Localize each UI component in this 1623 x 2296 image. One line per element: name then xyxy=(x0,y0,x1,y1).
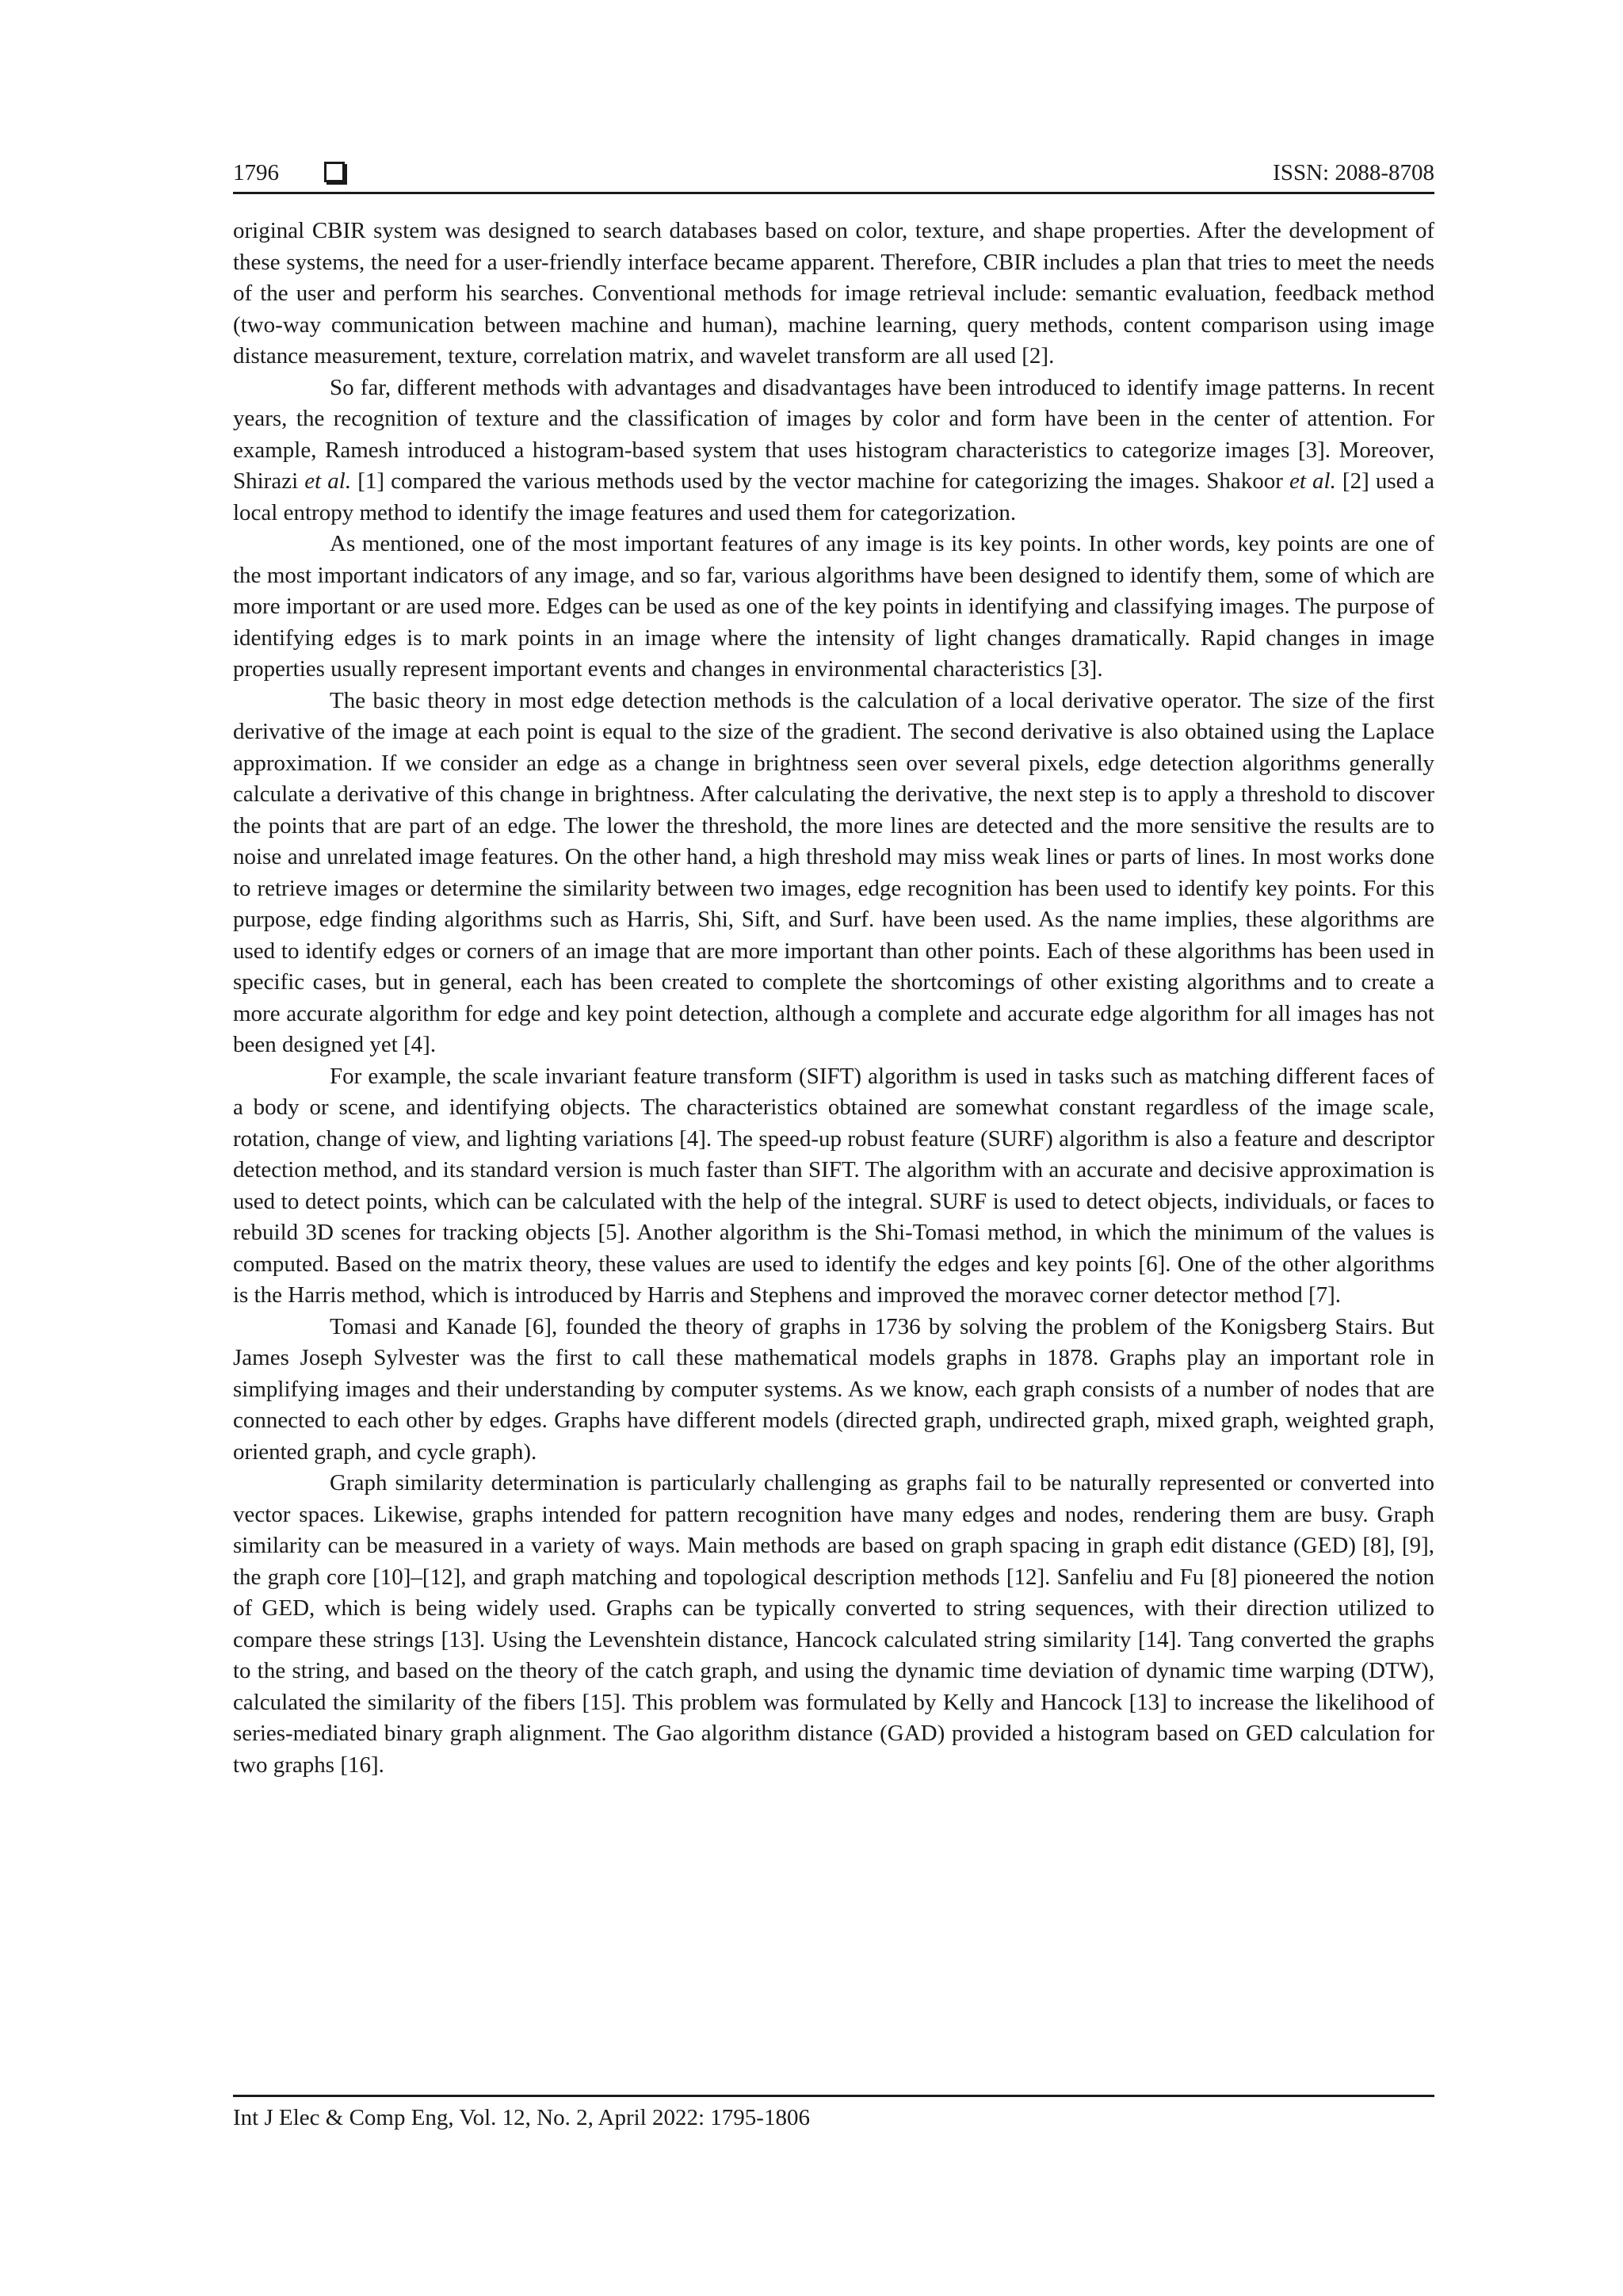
paragraph-7: Graph similarity determination is particularly challenging as graphs fail to be naturally represented or converted into vector spaces. Likewise, graphs intended for pattern recognition have many edges and nodes, rendering them are busy. Graph similarity can be measured in a variety of ways. Main methods are based on graph spacing in graph edit distance (GED) [8], [9], the graph core [10]–[12], and graph matching and topological description methods [12]. Sanfeliu and Fu [8] pioneered the notion of GED, which is being widely used. Graphs can be typically converted to string sequences, with their direction utilized to compare these strings [13]. Using the Levenshtein distance, Hancock calculated string similarity [14]. Tang converted the graphs to the string, and based on the theory of the catch graph, and using the dynamic time deviation of dynamic time warping (DTW), calculated the similarity of the fibers [15]. This problem was formulated by Kelly and Hancock [13] to increase the likelihood of series-mediated binary graph alignment. The Gao algorithm distance (GAD) provided a histogram based on GED calculation for two graphs [16]. xyxy=(233,1470,1434,1778)
footer-divider xyxy=(233,2095,1434,2097)
paragraph-1: original CBIR system was designed to search databases based on color, texture, and shape properties. After the development of these systems, the need for a user-friendly interface became apparent. Therefore, CBIR includes a plan that tries to meet the needs of the user and perform his searches. Conventional methods for image retrieval include: semantic evaluation, feedback method (two-way communication between machine and human), machine learning, query methods, content comparison using image distance measurement, texture, correlation matrix, and wavelet transform are all used [2]. xyxy=(233,218,1434,369)
article-body xyxy=(233,216,1434,1781)
paragraph-5: For example, the scale invariant feature transform (SIFT) algorithm is used in tasks such as matching different faces of a body or scene, and identifying objects. The characteristics obtained are somewhat constant regardless of the image scale, rotation, change of view, and lighting variations [4]. The speed-up robust feature (SURF) algorithm is also a feature and descriptor detection method, and its standard version is much faster than SIFT. The algorithm with an accurate and decisive approximation is used to detect points, which can be calculated with the help of the integral. SURF is used to detect objects, individuals, or faces to rebuild 3D scenes for tracking objects [5]. Another algorithm is the Shi-Tomasi method, in which the minimum of the values is computed. Based on the matrix theory, these values are used to identify the edges and key points [6]. One of the other algorithms is the Harris method, which is introduced by Harris and Stephens and improved the moravec corner detector method [7]. xyxy=(233,1063,1434,1308)
paragraph-4: The basic theory in most edge detection methods is the calculation of a local derivative operator. The size of the first derivative of the image at each point is equal to the size of the gradient. The second derivative is also obtained using the Laplace approximation. If we consider an edge as a change in brightness seen over several pixels, edge detection algorithms generally calculate a derivative of this change in brightness. After calculating the derivative, the next step is to apply a threshold to discover the points that are part of an edge. The lower the threshold, the more lines are detected and the more sensitive the results are to noise and unrelated image features. On the other hand, a high threshold may miss weak lines or parts of lines. In most works done to retrieve images or determine the similarity between two images, edge recognition has been used to identify key points. For this purpose, edge finding algorithms such as Harris, Shi, Sift, and Surf. have been used. As the name implies, these algorithms are used to identify edges or corners of an image that are more important than other points. Each of these algorithms has been used in specific cases, but in general, each has been created to complete the shortcomings of other existing algorithms and to create a more accurate algorithm for edge and key point detection, although a complete and accurate edge algorithm for all images has not been designed yet [4]. xyxy=(233,687,1434,1057)
journal-issn: ISSN: 2088-8708 xyxy=(1273,160,1434,185)
page-header xyxy=(233,154,1434,193)
header-divider xyxy=(233,192,1434,194)
page-number: 1796 xyxy=(233,160,279,185)
journal-citation: Int J Elec & Comp Eng, Vol. 12, No. 2, April 2022: 1795-1806 xyxy=(233,2105,810,2130)
square-bullet-icon xyxy=(324,162,345,182)
paragraph-2: So far, different methods with advantages and disadvantages have been introduced to identify image patterns. In recent years, the recognition of texture and the classification of images by color and form have been in the center of attention. For example, Ramesh introduced a histogram-based system that uses histogram characteristics to categorize images [3]. Moreover, Shirazi et al. [1] compared the various methods used by the vector machine for categorizing the images. Shakoor et al. [2] used a local entropy method to identify the image features and used them for categorization. xyxy=(233,374,1434,525)
paragraph-3: As mentioned, one of the most important features of any image is its key points. In other words, key points are one of the most important indicators of any image, and so far, various algorithms have been designed to identify them, some of which are more important or are used more. Edges can be used as one of the key points in identifying and classifying images. The purpose of identifying edges is to mark points in an image where the intensity of light changes dramatically. Rapid changes in image properties usually represent important events and changes in environmental characteristics [3]. xyxy=(233,531,1434,682)
paragraph-6: Tomasi and Kanade [6], founded the theory of graphs in 1736 by solving the problem of the Konigsberg Stairs. But James Joseph Sylvester was the first to call these mathematical models graphs in 1878. Graphs play an important role in simplifying images and their understanding by computer systems. As we know, each graph consists of a number of nodes that are connected to each other by edges. Graphs have different models (directed graph, undirected graph, mixed graph, weighted graph, oriented graph, and cycle graph). xyxy=(233,1313,1434,1465)
